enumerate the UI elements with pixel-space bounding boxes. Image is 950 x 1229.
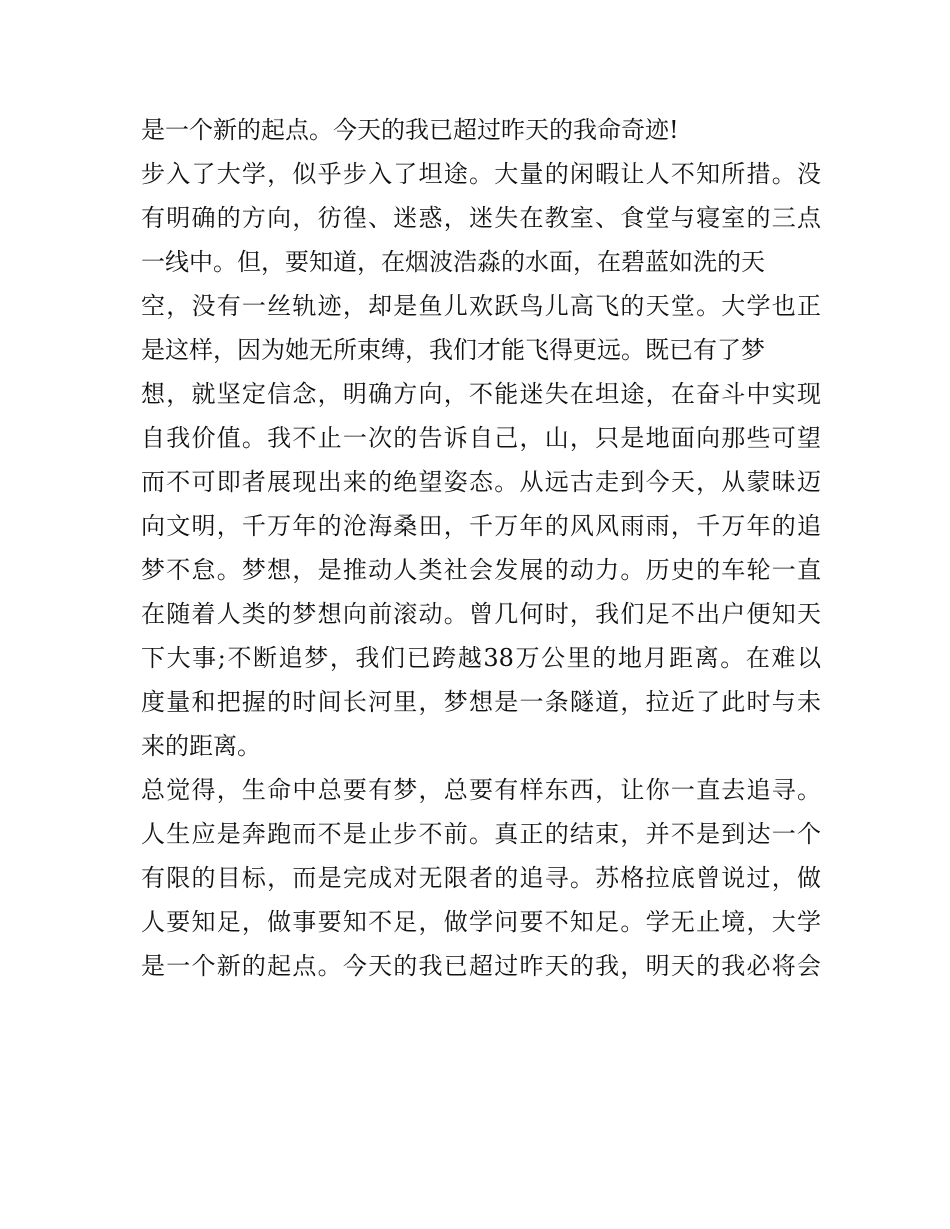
body-text: [141, 108, 821, 988]
text-line: 梦不怠。梦想，是推动人类社会发展的动力。历史的车轮一直: [141, 556, 821, 584]
text-line: 人要知足，做事要知不足，做学问要不知足。学无止境，大学: [141, 908, 821, 936]
text-line: 空，没有一丝轨迹，却是鱼儿欢跃鸟儿高飞的天堂。大学也正: [141, 292, 821, 320]
text-line: 有限的目标，而是完成对无限者的追寻。苏格拉底曾说过，做: [141, 864, 821, 892]
text-line: 想，就坚定信念，明确方向，不能迷失在坦途，在奋斗中实现: [141, 380, 821, 408]
text-line: 向文明，千万年的沧海桑田，千万年的风风雨雨，千万年的追: [141, 512, 821, 540]
text-line: 自我价值。我不止一次的告诉自己，山，只是地面向那些可望: [141, 424, 821, 452]
text-line: 是一个新的起点。今天的我已超过昨天的我命奇迹!: [141, 116, 679, 144]
text-line: 在随着人类的梦想向前滚动。曾几何时，我们足不出户便知天: [141, 600, 821, 628]
text-line: 是这样，因为她无所束缚，我们才能飞得更远。既已有了梦: [141, 336, 765, 364]
text-line: 来的距离。: [141, 732, 261, 760]
text-line: 总觉得，生命中总要有梦，总要有样东西，让你一直去追寻。: [141, 776, 821, 804]
text-line: 一线中。但，要知道，在烟波浩淼的水面，在碧蓝如洗的天: [141, 248, 765, 276]
text-line: 下大事;不断追梦，我们已跨越38万公里的地月距离。在难以: [141, 644, 821, 672]
text-line: 度量和把握的时间长河里，梦想是一条隧道，拉近了此时与未: [141, 688, 821, 716]
text-line: 是一个新的起点。今天的我已超过昨天的我，明天的我必将会: [141, 952, 821, 980]
text-line: 而不可即者展现出来的绝望姿态。从远古走到今天，从蒙昧迈: [141, 468, 821, 496]
text-line: 人生应是奔跑而不是止步不前。真正的结束，并不是到达一个: [141, 820, 821, 848]
text-line: 步入了大学，似乎步入了坦途。大量的闲暇让人不知所措。没: [141, 160, 821, 188]
text-line: 有明确的方向，彷徨、迷惑，迷失在教室、食堂与寝室的三点: [141, 204, 821, 232]
